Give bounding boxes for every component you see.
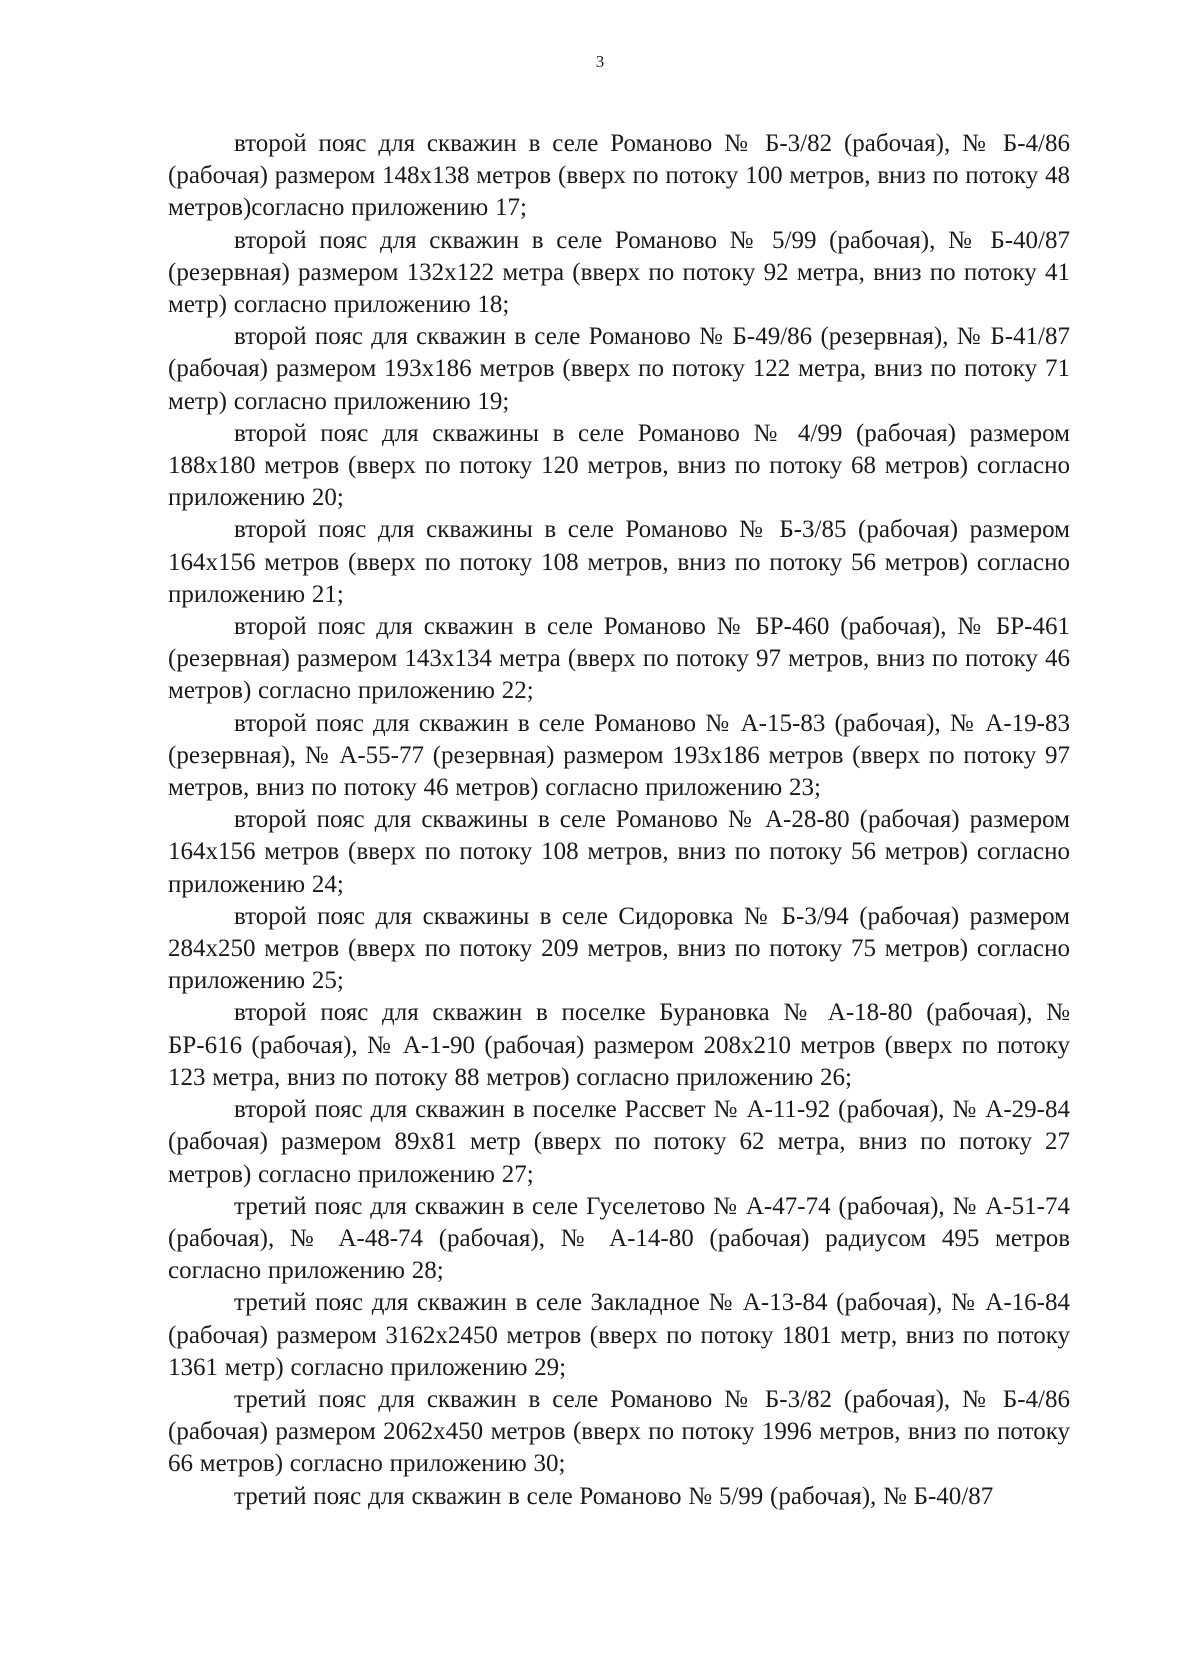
paragraph-zone-2-romanovo-b3-82: второй пояс для скважин в селе Романово № Б-3/82 (рабочая), № Б-4/86 (рабочая) размером 148х138 метров (вверх по потоку 100 метров, вниз по потоку 48 метров)согласно приложению 17; (168, 130, 1070, 222)
paragraph-zone-3-guseletovo: третий пояс для скважин в селе Гуселетово № А-47-74 (рабочая), № А-51-74 (рабочая), № А-48-74 (рабочая), № А-14-80 (рабочая) радиусом 495 метров согласно приложению 28; (168, 1192, 1070, 1285)
paragraph-zone-2-romanovo-a28-80: второй пояс для скважины в селе Романово № А-28-80 (рабочая) размером 164х156 метров (вверх по потоку 108 метров, вниз по потоку 56 метров) согласно приложению 24; (168, 806, 1070, 898)
paragraph-zone-2-rassvet: второй пояс для скважин в поселке Рассвет № А-11-92 (рабочая), № А-29-84 (рабочая) размером 89х81 метр (вверх по потоку 62 метра, вниз по потоку 27 метров) согласно приложению 27; (168, 1096, 1070, 1188)
paragraph-zone-2-romanovo-5-99: второй пояс для скважин в селе Романово № 5/99 (рабочая), № Б-40/87 (резервная) размером 132х122 метра (вверх по потоку 92 метра, вниз по потоку 41 метр) согласно приложению 18; (168, 226, 1070, 319)
paragraph-zone-2-buranovka: второй пояс для скважин в поселке Бурановка № А-18-80 (рабочая), № БР-616 (рабочая), № А-1-90 (рабочая) размером 208х210 метров (вверх по потоку 123 метра, вниз по потоку 88 метров) согласно приложению 26; (168, 999, 1070, 1091)
paragraph-zone-3-zakladnoe: третий пояс для скважин в селе Закладное № А-13-84 (рабочая), № А-16-84 (рабочая) размером 3162х2450 метров (вверх по потоку 1801 метр, вниз по потоку 1361 метр) согласно приложению 29; (168, 1289, 1070, 1381)
paragraph-zone-2-romanovo-br-460: второй пояс для скважин в селе Романово № БР-460 (рабочая), № БР-461 (резервная) размером 143х134 метра (вверх по потоку 97 метров, вниз по потоку 46 метров) согласно приложению 22; (168, 613, 1070, 705)
paragraph-zone-2-romanovo-b49-86: второй пояс для скважин в селе Романово № Б-49/86 (резервная), № Б-41/87 (рабочая) размером 193х186 метров (вверх по потоку 122 метра, вниз по потоку 71 метр) согласно приложению 19; (168, 323, 1070, 415)
paragraph-zone-2-romanovo-a15-83: второй пояс для скважин в селе Романово № А-15-83 (рабочая), № А-19-83 (резервная), № А-55-77 (резервная) размером 193х186 метров (вверх по потоку 97 метров, вниз по потоку 46 метров) согласно приложению 23; (168, 709, 1070, 802)
paragraph-zone-2-romanovo-4-99: второй пояс для скважины в селе Романово № 4/99 (рабочая) размером 188х180 метров (вверх по потоку 120 метров, вниз по потоку 68 метров) согласно приложению 20; (168, 419, 1070, 512)
paragraph-zone-2-romanovo-b3-85: второй пояс для скважины в селе Романово № Б-3/85 (рабочая) размером 164х156 метров (вверх по потоку 108 метров, вниз по потоку 56 метров) согласно приложению 21; (168, 516, 1070, 608)
paragraph-zone-3-romanovo-5-99: третий пояс для скважин в селе Романово № 5/99 (рабочая), № Б-40/87 (234, 1482, 994, 1510)
paragraph-zone-3-romanovo-b3-82: третий пояс для скважин в селе Романово № Б-3/82 (рабочая), № Б-4/86 (рабочая) размером 2062х450 метров (вверх по потоку 1996 метров, вниз по потоку 66 метров) согласно приложению 30; (168, 1385, 1070, 1478)
page-number: 3 (595, 52, 605, 71)
document-body (168, 128, 1070, 1513)
paragraph-zone-2-sidorovka: второй пояс для скважины в селе Сидоровка № Б-3/94 (рабочая) размером 284х250 метров (вверх по потоку 209 метров, вниз по потоку 75 метров) согласно приложению 25; (168, 902, 1070, 995)
